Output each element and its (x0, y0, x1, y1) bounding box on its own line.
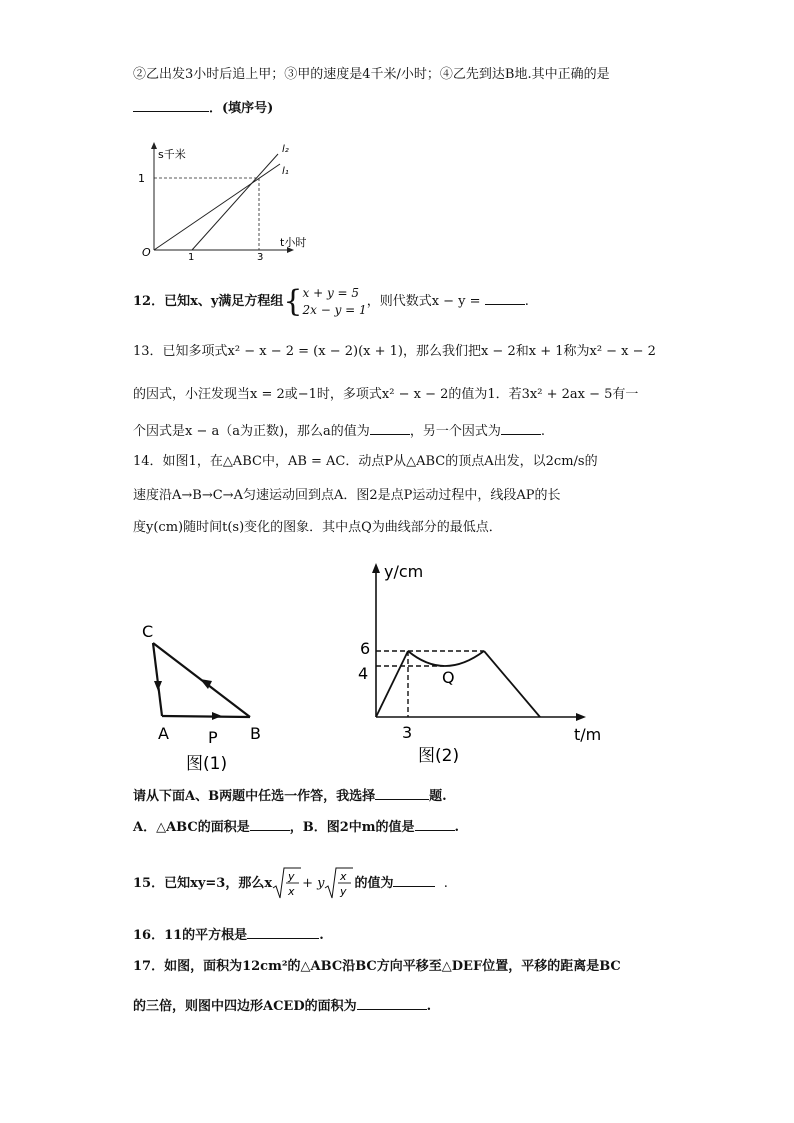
q13-blank-factor[interactable] (501, 421, 541, 435)
q14-fig1-caption: 图(1) (186, 754, 228, 774)
q14-point-p: P (208, 728, 218, 747)
q14-fig2-caption: 图(2) (418, 746, 460, 766)
q14-vertex-b: B (250, 724, 261, 743)
q14-choose-blank[interactable] (375, 786, 429, 800)
q14-y-tick-4: 4 (358, 664, 369, 683)
q15-sqrt-2 (324, 866, 354, 901)
q16: 16．11的平方根是 . (133, 925, 673, 945)
q13-blank-a[interactable] (370, 421, 410, 435)
q14-side-ca (153, 643, 162, 716)
q11-x-label: t小时 (280, 236, 307, 249)
q12-answer-blank[interactable] (485, 291, 525, 305)
q16-answer-blank[interactable] (247, 925, 319, 939)
q14-choose: 请从下面A、B两题中任选一作答，我选择 题. (133, 786, 673, 806)
q14-y-axis-label: y/cm (384, 562, 424, 581)
q17-line2: 的三倍，则图中四边形ACED的面积为 . (133, 996, 673, 1016)
q14-graph-curve (408, 651, 484, 666)
q14-x-axis-label: t/m (574, 725, 602, 744)
q15-frac2-den: y (340, 885, 347, 898)
q14-x-tick-3: 3 (402, 723, 413, 742)
q14-graph-rise (376, 651, 408, 717)
q12-brace: { (283, 283, 303, 319)
q11-distance-time-graph (138, 136, 318, 262)
q11-line-l2 (192, 154, 278, 250)
q14-graph-fall (484, 651, 540, 717)
q12: 12．已知x、y满足方程组{x + y = 5 2x − y = 1，则代数式x − y = . (133, 283, 529, 319)
q14-blank-m[interactable] (415, 817, 455, 831)
q15-frac1-den: x (288, 885, 295, 898)
q11-line2: ．(填序号) (133, 98, 673, 118)
q11-line1: ②乙出发3小时后追上甲；③甲的速度是4千米/小时；④乙先到达B地.其中正确的是 (133, 67, 610, 82)
q14-arrow-right (212, 712, 222, 720)
q14-vertex-c: C (142, 622, 154, 641)
q14-side-ab (162, 716, 250, 717)
q15-frac1-num: y (288, 870, 295, 883)
q11-answer-blank[interactable] (133, 98, 209, 112)
q13-line1: 13．已知多项式x² − x − 2 = (x − 2)(x + 1)，那么我们把x − 2和x + 1称为x² − x − 2 (133, 344, 656, 359)
q11-x-tick-3: 3 (257, 252, 264, 262)
q11-label-l2: l₂ (282, 144, 289, 155)
q14-line2: 速度沿A→B→C→A匀速运动回到点A．图2是点P运动过程中，线段AP的长 (133, 488, 561, 503)
q14-point-q: Q (442, 668, 455, 687)
q14-vertex-a: A (158, 724, 169, 743)
q14-figure1-triangle (136, 615, 276, 775)
q11-label-l1: l₁ (282, 166, 289, 177)
q14-line1: 14．如图1，在△ABC中，AB = AC．动点P从△ABC的顶点A出发，以2cm/s的 (133, 454, 598, 469)
q17-answer-blank[interactable] (357, 996, 427, 1010)
q14-y-tick-6: 6 (360, 639, 371, 658)
q11-y-tick-12: 1 (138, 172, 145, 185)
q11-x-tick-1: 1 (188, 252, 195, 262)
q15-sqrt-1 (272, 866, 302, 901)
q13-line3: 个因式是x − a（a为正数)，那么a的值为 ，另一个因式为 . (133, 421, 673, 441)
q11-y-label: s千米 (158, 148, 186, 161)
q14-line3: 度y(cm)随时间t(s)变化的图象．其中点Q为曲线部分的最低点． (133, 520, 502, 535)
q14-options: A．△ABC的面积是 ，B．图2中m的值是 . (133, 817, 673, 837)
q12-system: x + y = 5 2x − y = 1 (302, 285, 367, 317)
q14-blank-area[interactable] (250, 817, 290, 831)
q11-origin: O (142, 246, 151, 259)
q14-figure2-graph (352, 557, 612, 772)
q11-line-l1 (154, 164, 280, 250)
q15: 15．已知xy=3，那么x y x + y x y 的值为 . (133, 866, 673, 904)
q15-frac2-num: x (340, 870, 347, 883)
q14-arrow-down (154, 681, 162, 691)
q13-line2: 的因式，小汪发现当x = 2或−1时，多项式x² − x − 2的值为1．若3x² + 2ax − 5有一 (133, 387, 639, 402)
q15-answer-blank[interactable] (393, 873, 435, 887)
q17-line1: 17．如图，面积为12cm²的△ABC沿BC方向平移至△DEF位置，平移的距离是BC (133, 959, 621, 974)
